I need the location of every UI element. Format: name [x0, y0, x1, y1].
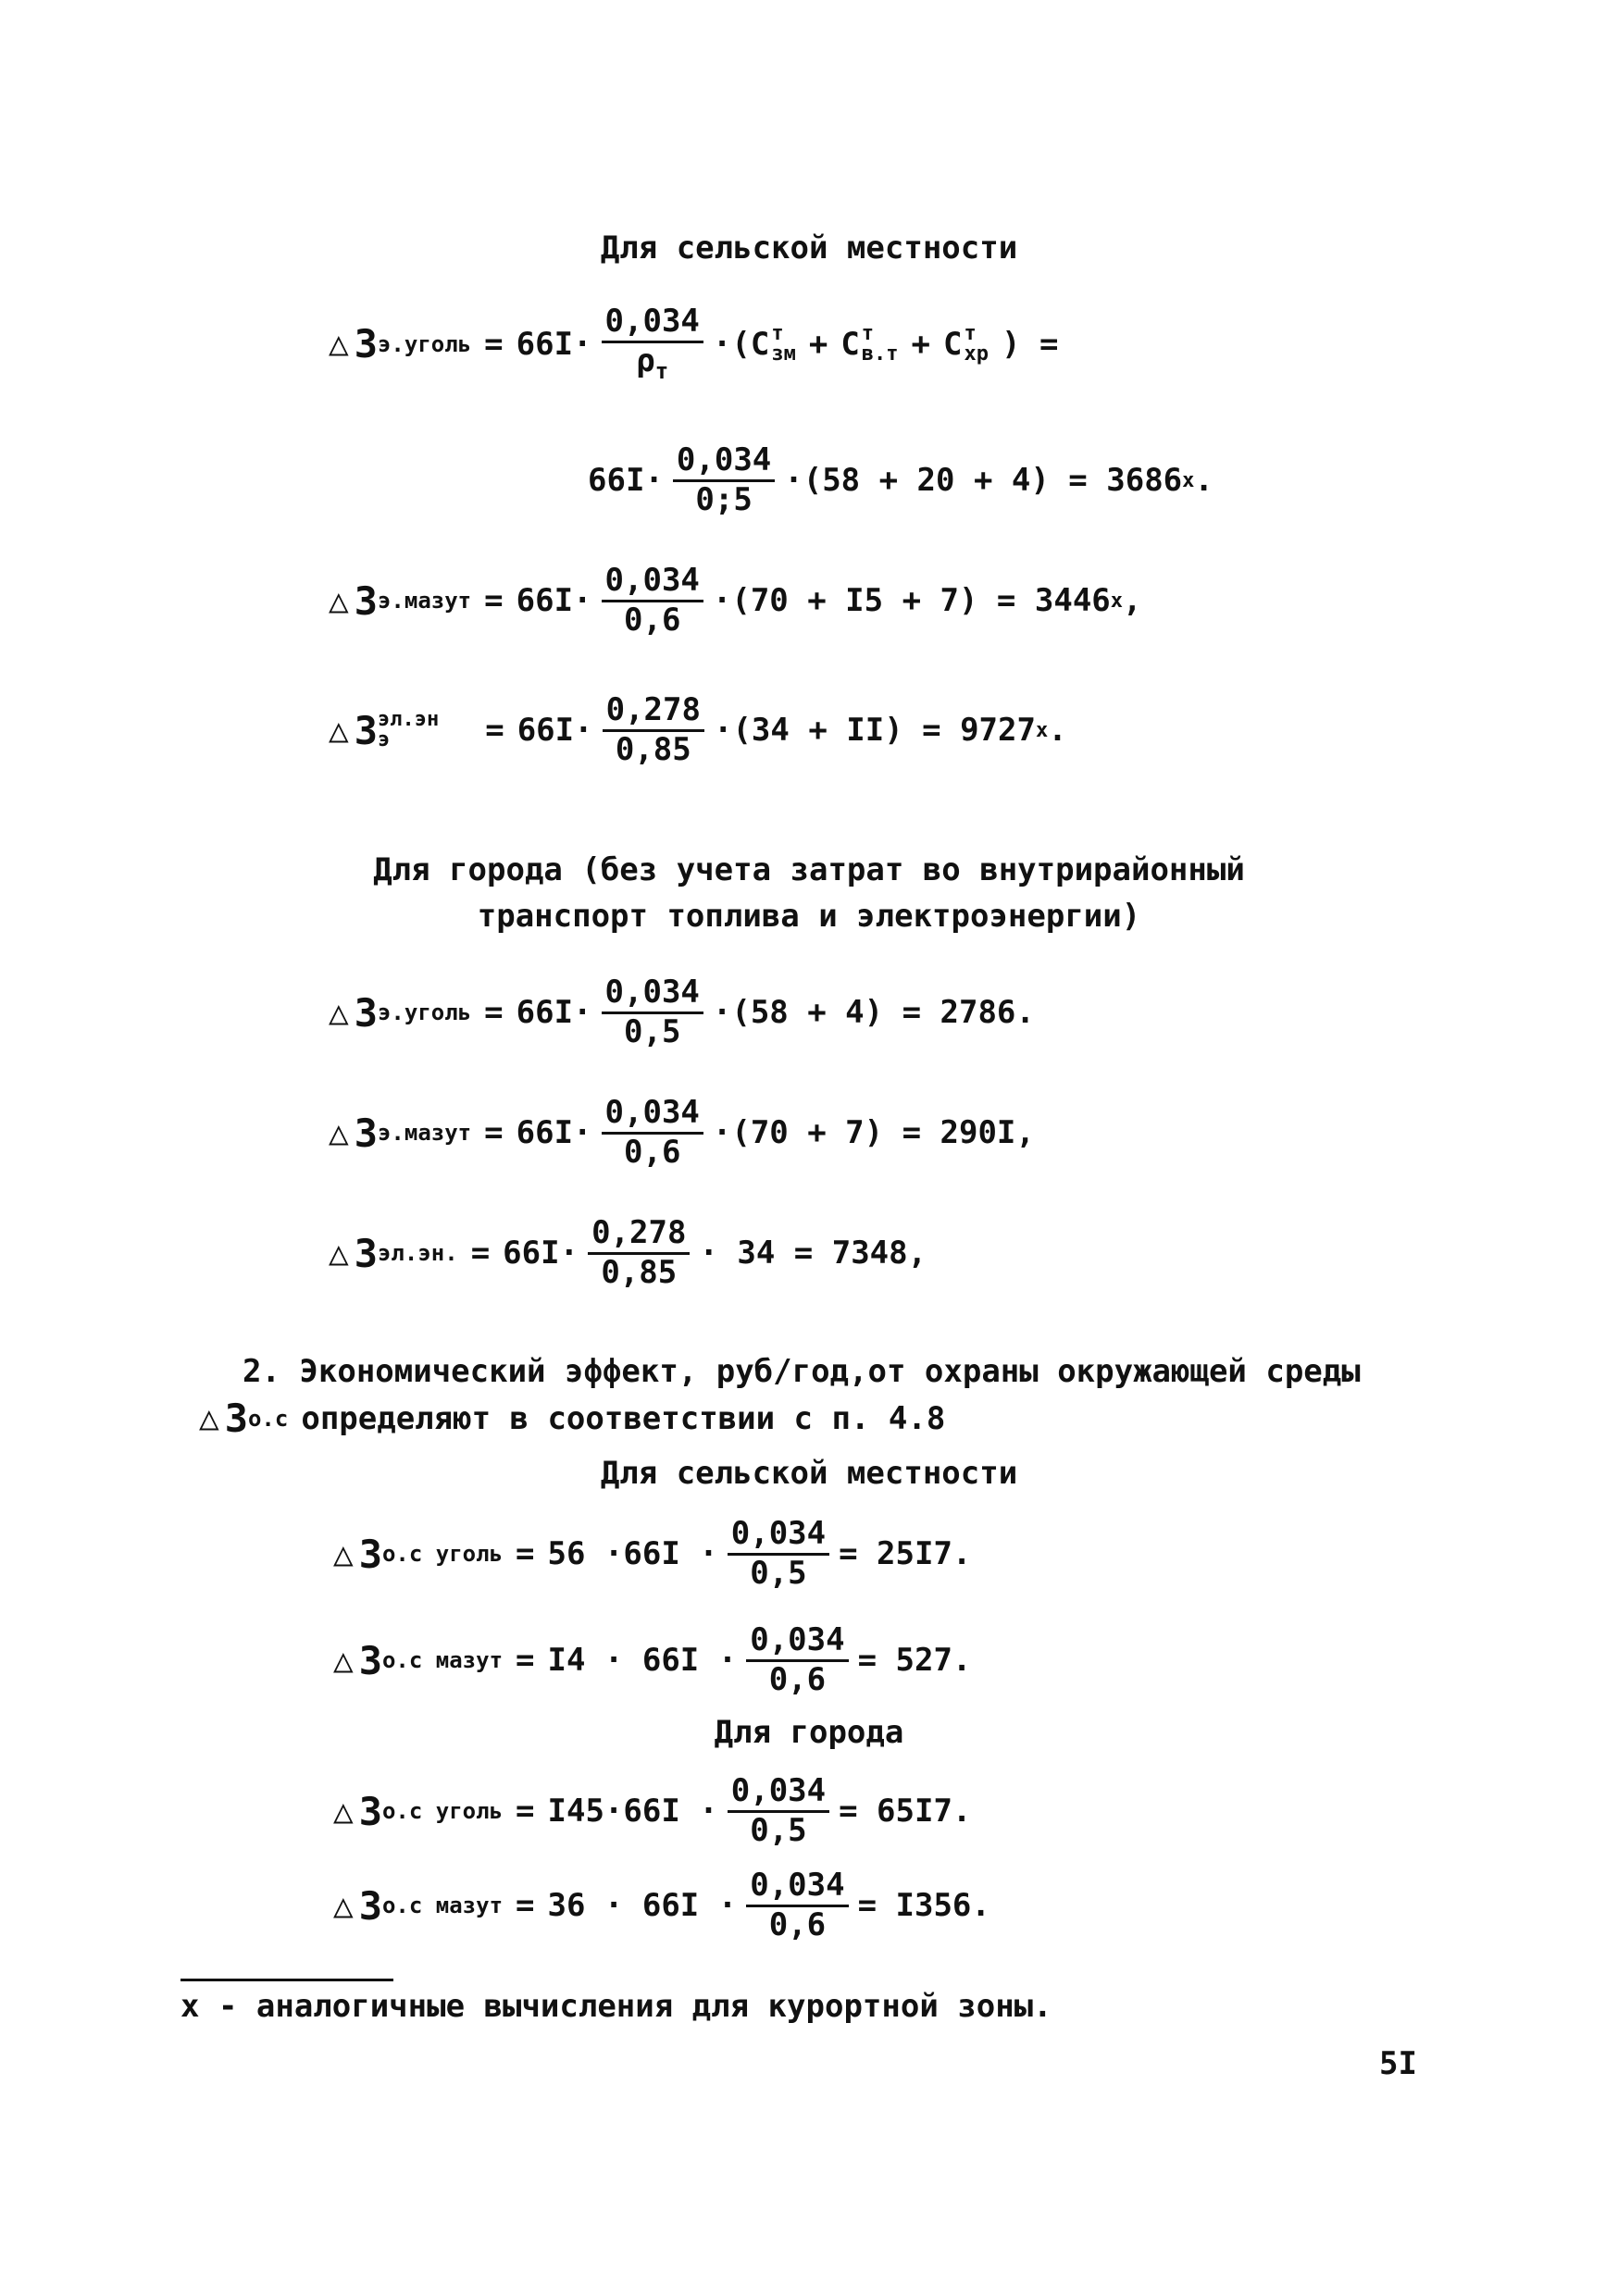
- equation-fueloil-city: △ З э.мазут = 66I · $\frac{0,034}{0,6}$ ·(70 + 7) = 290I,: [329, 1094, 1035, 1171]
- equation-coal-city: △ З э.уголь = 66I · $\frac{0,034}{0,5}$ ·(58 + 4) = 2786.: [329, 974, 1035, 1050]
- footnote-rule: [180, 1979, 393, 1981]
- equation-electric-city: △ З эл.эн. = 66I · $\frac{0,278}{0,85}$ · 34 = 7348,: [329, 1214, 927, 1291]
- equation-env-coal-rural: △ З о.с уголь = 56 ·66I · $\frac{0,034}{0,5}$ = 25I7.: [333, 1515, 972, 1592]
- city-heading-line2: транспорт топлива и электроэнергии): [477, 898, 1141, 935]
- equation-env-fueloil-rural: △ З о.с мазут = I4 · 66I · $\frac{0,034}{0,6}$ = 527.: [333, 1621, 972, 1698]
- equation-electric-rural: △ З эл.эн э = 66I · $\frac{0,278}{0,85}$ ·(34 + II) = 9727 x .: [329, 691, 1067, 768]
- rural-heading-2: Для сельской местности: [600, 1455, 1018, 1492]
- page-number: 5I: [1379, 2045, 1417, 2082]
- rural-heading: Для сельской местности: [600, 230, 1018, 267]
- equation-fueloil-rural: △ З э.мазут = 66I · $\frac{0,034}{0,6}$ ·(70 + I5 + 7) = 3446 x ,: [329, 562, 1142, 639]
- equation-coal-rural: △ З э.уголь = 66I · $\frac{0,034}{\rho_т}$ ·( С т зм + С т в.т + С т хр ) =: [329, 303, 1059, 384]
- footnote: x - аналогичные вычисления для курортной зоны.: [180, 1988, 1052, 2025]
- paragraph-line1: 2. Экономический эффект, руб/год,от охраны окружающей среды: [243, 1353, 1361, 1390]
- city-heading-2: Для города: [714, 1714, 904, 1751]
- equation-env-fueloil-city: △ З о.с мазут = 36 · 66I · $\frac{0,034}{0,6}$ = I356.: [333, 1867, 990, 1943]
- paragraph-line2: △ З о.с определяют в соответствии с п. 4.8: [199, 1396, 946, 1441]
- equation-coal-rural-value: 66I · $\frac{0,034}{0;5}$ ·(58 + 20 + 4) = 3686 x .: [588, 441, 1214, 518]
- equation-env-coal-city: △ З о.с уголь = I45·66I · $\frac{0,034}{0,5}$ = 65I7.: [333, 1772, 972, 1849]
- city-heading-line1: Для города (без учета затрат во внутрирайонный: [373, 851, 1245, 888]
